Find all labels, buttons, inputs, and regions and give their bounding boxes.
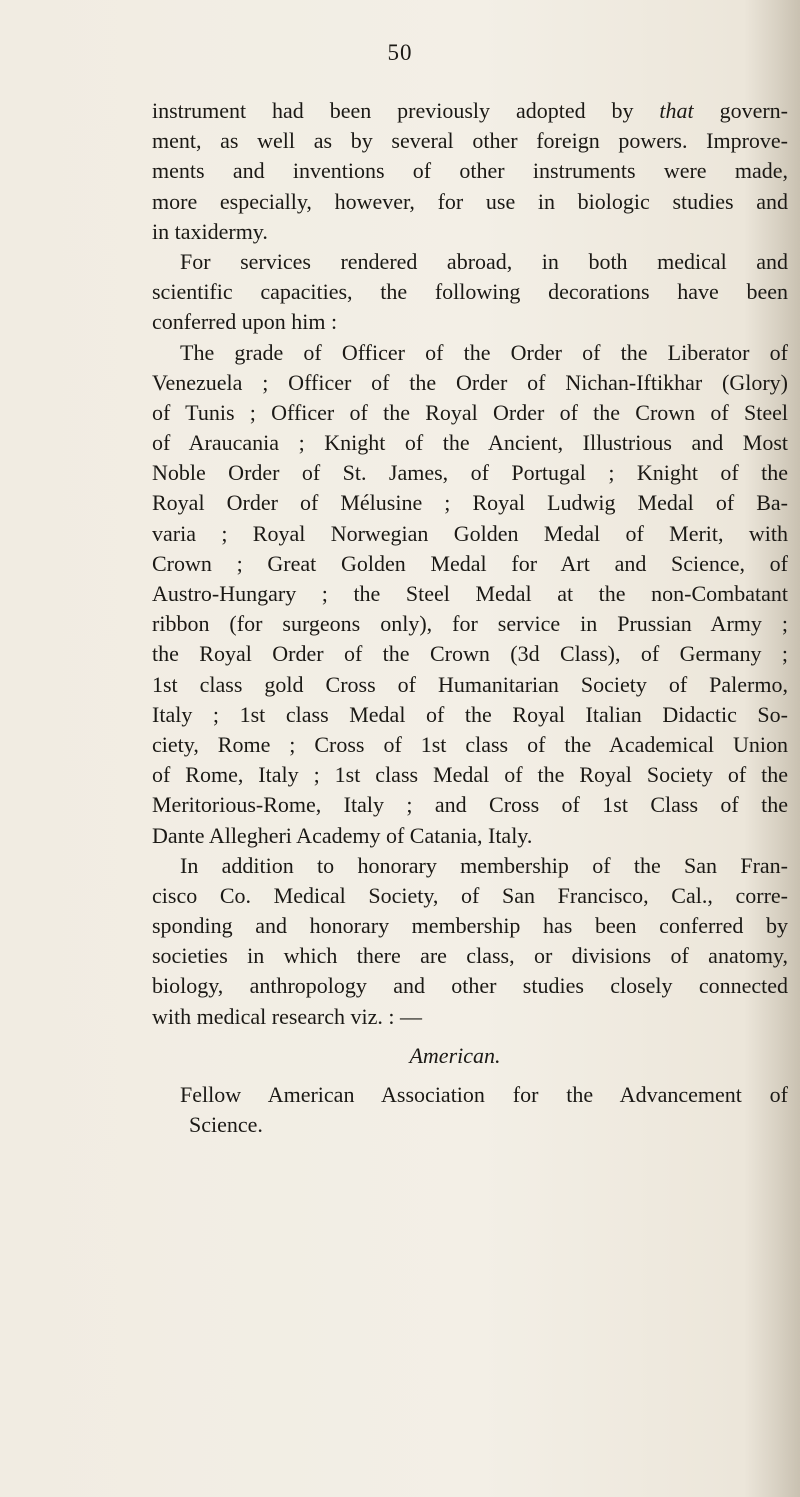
- text-line: varia ; Royal Norwegian Golden Medal of Merit, with: [152, 520, 788, 546]
- text-line: conferred upon him :: [152, 309, 338, 335]
- text-line: of Araucania ; Knight of the Ancient, Illustrious and Most: [152, 430, 788, 456]
- text-line: Noble Order of St. James, of Portugal ; Knight of the: [152, 460, 788, 486]
- text-line: Italy ; 1st class Medal of the Royal Italian Didactic So-: [152, 701, 788, 727]
- text-line: Crown ; Great Golden Medal for Art and Science, of: [152, 550, 788, 576]
- text-segment: govern-: [693, 98, 788, 123]
- text-line: Fellow American Association for the Advancement of: [180, 1081, 788, 1107]
- text-line: In addition to honorary membership of the San Fran-: [180, 852, 788, 878]
- text-line: ribbon (for surgeons only), for service in Prussian Army ;: [152, 611, 788, 637]
- text-line: more especially, however, for use in biologic studies and: [152, 188, 788, 214]
- text-line: ments and inventions of other instruments were made,: [152, 158, 788, 184]
- text-line: The grade of Officer of the Order of the Liberator of: [180, 339, 788, 365]
- text-line: societies in which there are class, or divisions of anatomy,: [152, 943, 788, 969]
- page-number: 50: [387, 40, 413, 65]
- text-line: sponding and honorary membership has been conferred by: [152, 913, 788, 939]
- text-line: Austro-Hungary ; the Steel Medal at the non-Combatant: [152, 581, 788, 606]
- section-heading: American.: [409, 1042, 501, 1068]
- text-line: Science.: [189, 1112, 263, 1137]
- body-text: [152, 96, 788, 1140]
- italic-word: that: [659, 98, 694, 123]
- text-line: of Rome, Italy ; 1st class Medal of the Royal Society of the: [152, 762, 788, 788]
- text-segment: instrument had been previously adopted by: [152, 98, 660, 123]
- text-line: with medical research viz. : —: [152, 1003, 423, 1029]
- text-line: ciety, Rome ; Cross of 1st class of the Academical Union: [152, 731, 788, 757]
- text-line: biology, anthropology and other studies closely connected: [152, 973, 788, 999]
- text-line: of Tunis ; Officer of the Royal Order of the Crown of Steel: [152, 399, 788, 425]
- text-line: scientific capacities, the following decorations have been: [152, 279, 788, 305]
- text-line: in taxidermy.: [152, 218, 268, 244]
- text-line: For services rendered abroad, in both medical and: [180, 248, 788, 274]
- text-line: Royal Order of Mélusine ; Royal Ludwig Medal of Ba-: [152, 490, 788, 516]
- text-line: Meritorious-Rome, Italy ; and Cross of 1st Class of the: [152, 792, 788, 818]
- text-line: ment, as well as by several other foreign powers. Improve-: [152, 128, 788, 154]
- text-line: [152, 96, 788, 126]
- text-line: 1st class gold Cross of Humanitarian Society of Palermo,: [152, 671, 788, 697]
- text-line: the Royal Order of the Crown (3d Class), of Germany ;: [152, 641, 788, 667]
- text-line: Venezuela ; Officer of the Order of Nichan-Iftikhar (Glory): [152, 369, 788, 395]
- text-line: Dante Allegheri Academy of Catania, Italy.: [152, 822, 533, 848]
- text-line: cisco Co. Medical Society, of San Francisco, Cal., corre-: [152, 882, 788, 908]
